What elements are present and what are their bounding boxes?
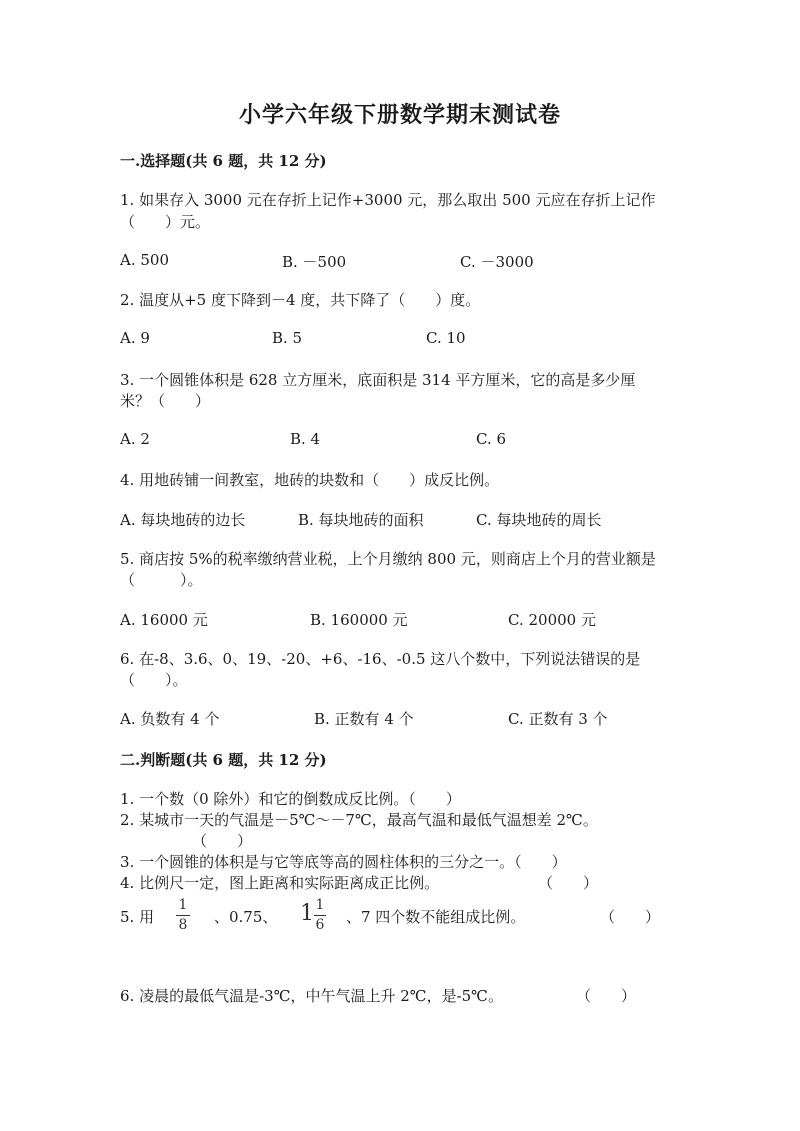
question-2-option-b: B. 5 (272, 329, 303, 347)
judgement-5-paren: （ ） (600, 908, 661, 926)
question-5-line-1: 5. 商店按 5%的税率缴纳营业税，上个月缴纳 800 元，则商店上个月的营业额是 (120, 550, 656, 568)
question-1-line-2: （ ）元。 (120, 213, 211, 231)
question-1-option-a: A. 500 (120, 251, 169, 269)
judgement-1: 1. 一个数（0 除外）和它的倒数成反比例。（ ） (120, 790, 461, 808)
fraction-1-bar (176, 915, 190, 916)
question-6-line-1: 6. 在-8、3.6、0、19、-20、+6、-16、-0.5 这八个数中，下列说法错误的是 (120, 650, 641, 668)
question-3-line-2: 米？（ ） (120, 392, 211, 410)
question-6-option-a: A. 负数有 4 个 (120, 710, 220, 728)
fraction-2-bar (314, 915, 326, 916)
judgement-5-prefix: 5. 用 (120, 908, 155, 926)
question-4-option-a: A. 每块地砖的边长 (120, 511, 246, 529)
question-2-option-a: A. 9 (120, 329, 150, 347)
question-6-option-c: C. 正数有 3 个 (508, 710, 608, 728)
question-4-option-c: C. 每块地砖的周长 (476, 511, 602, 529)
judgement-5-whole: 1 (300, 901, 314, 926)
judgement-6-paren: （ ） (576, 987, 637, 1005)
judgement-6: 6. 凌晨的最低气温是-3℃，中午气温上升 2℃，是-5℃。 (120, 987, 503, 1005)
fraction-2-denominator: 6 (315, 917, 325, 933)
question-3-option-a: A. 2 (120, 430, 150, 448)
judgement-5-suffix: 、7 四个数不能组成比例。 (346, 908, 526, 926)
question-5-option-c: C. 20000 元 (508, 611, 596, 629)
page-title: 小学六年级下册数学期末测试卷 (238, 102, 561, 128)
judgement-5-mid: 、0.75、 (214, 908, 278, 926)
section-heading-choice: 一.选择题(共 6 题，共 12 分) (120, 152, 327, 170)
question-5-option-b: B. 160000 元 (310, 611, 408, 629)
question-3-option-b: B. 4 (290, 430, 321, 448)
judgement-4-paren: （ ） (538, 874, 599, 892)
question-4-line-1: 4. 用地砖铺一间教室，地砖的块数和（ ）成反比例。 (120, 471, 500, 489)
question-1-option-b: B. －500 (282, 253, 347, 271)
question-6-option-b: B. 正数有 4 个 (314, 710, 414, 728)
fraction-2-numerator: 1 (315, 897, 325, 913)
question-5-line-2: （ ）。 (120, 571, 203, 589)
question-1-line-1: 1. 如果存入 3000 元在存折上记作+3000 元，那么取出 500 元应在存折上记作 (120, 191, 656, 209)
fraction-1-numerator: 1 (178, 897, 188, 913)
question-3-option-c: C. 6 (476, 430, 507, 448)
fraction-1-denominator: 8 (178, 917, 188, 933)
judgement-2: 2. 某城市一天的气温是－5℃～－7℃，最高气温和最低气温想差 2℃。 (120, 811, 598, 829)
judgement-2-paren: （ ） (192, 832, 253, 850)
judgement-5-fraction-2 (314, 898, 326, 933)
question-3-line-1: 3. 一个圆锥体积是 628 立方厘米，底面积是 314 平方厘米，它的高是多少厘 (120, 371, 636, 389)
question-4-option-b: B. 每块地砖的面积 (298, 511, 424, 529)
question-2-option-c: C. 10 (426, 329, 466, 347)
question-1-option-c: C. －3000 (460, 253, 534, 271)
question-6-line-2: （ ）。 (120, 671, 188, 689)
section-heading-judgement: 二.判断题(共 6 题，共 12 分) (120, 751, 327, 769)
judgement-5-fraction-1 (176, 898, 190, 933)
question-2-line-1: 2. 温度从+5 度下降到－4 度，共下降了（ ）度。 (120, 291, 481, 309)
judgement-4: 4. 比例尺一定，图上距离和实际距离成正比例。 (120, 874, 440, 892)
judgement-3: 3. 一个圆锥的体积是与它等底等高的圆柱体积的三分之一。（ ） (120, 853, 567, 871)
question-5-option-a: A. 16000 元 (120, 611, 208, 629)
